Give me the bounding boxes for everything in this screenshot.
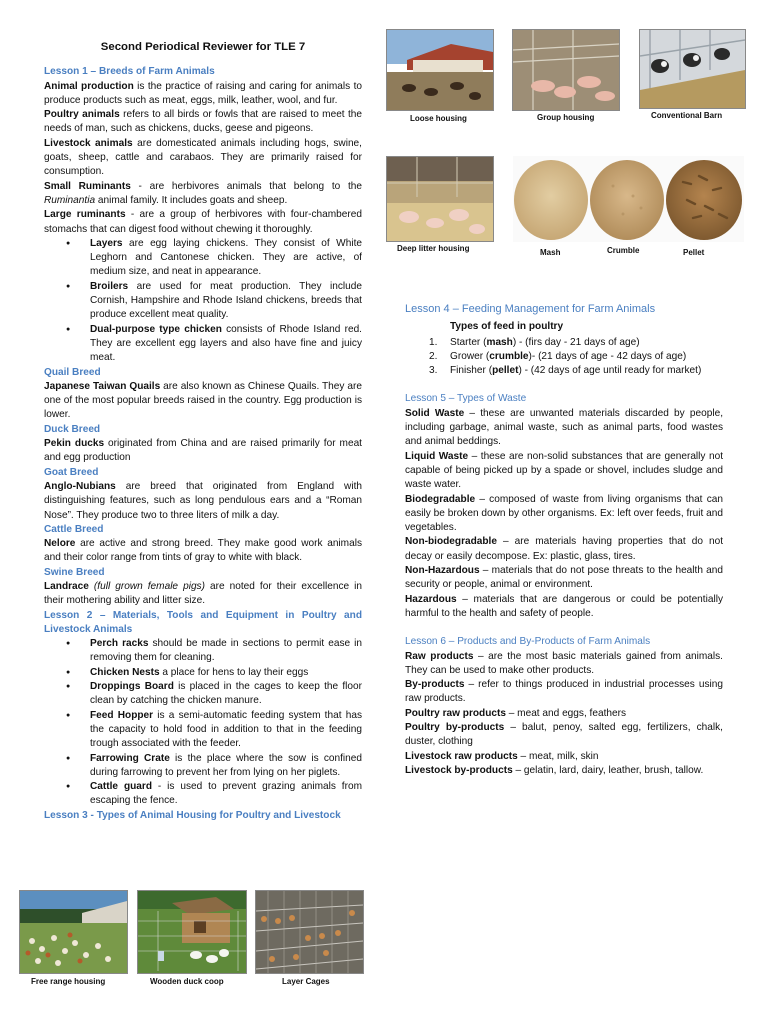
list-item: ● Cattle guard - is used to prevent grazing animals from escaping the fence.	[90, 780, 362, 809]
conventional-barn-caption: Conventional Barn	[651, 111, 723, 120]
free-range-housing-photo	[19, 890, 128, 974]
waste-item: Hazardous – materials that are dangerous or could be potentially harmful to the health and safety of people.	[405, 593, 723, 619]
pellet-caption: Pellet	[683, 248, 705, 257]
product-item: Livestock raw products – meat, milk, skin	[405, 750, 599, 762]
loose-housing-caption: Loose housing	[410, 114, 467, 123]
goat-breed-heading: Goat Breed	[44, 466, 99, 478]
quail-breed-heading: Quail Breed	[44, 366, 101, 378]
list-item: 1. Starter (mash) - (firs day - 21 days of age)	[429, 336, 640, 348]
list-item: ● Layers are egg laying chickens. They consist of White Leghorn and Cantonese chicken. They are active, of medium size, and neat in appearance.	[90, 237, 362, 280]
lesson-1-heading: Lesson 1 – Breeds of Farm Animals	[44, 66, 215, 78]
list-item: 3. Finisher (pellet) - (42 days of age until ready for market)	[429, 365, 702, 377]
wooden-duck-coop-caption: Wooden duck coop	[150, 977, 224, 986]
duck-breed-heading: Duck Breed	[44, 423, 101, 435]
group-housing-photo	[512, 29, 620, 111]
lesson-2-heading: Lesson 2 – Materials, Tools and Equipment in Poultry and Livestock Animals	[44, 609, 362, 635]
product-item: Livestock by-products – gelatin, lard, dairy, leather, brush, tallow.	[405, 764, 704, 776]
swine-paragraph: Landrace (full grown female pigs) are noted for their excellence in their mothering ability and litter size.	[44, 580, 362, 607]
waste-item: Non-Hazardous – materials that do not pose threats to the health and security or people, animal or environment.	[405, 565, 723, 591]
waste-item: Solid Waste – these are unwanted materials discarded by people, including garbage, animal waste, such as animal parts, food wastes and animal beddings.	[405, 407, 723, 448]
livestock-paragraph: Livestock animals are domesticated animals including hogs, swine, goats, sheep, cattle and carabaos. They are primarily raised for consumption.	[44, 137, 362, 178]
lesson-3-heading: Lesson 3 - Types of Animal Housing for Poultry and Livestock	[44, 809, 341, 821]
duck-paragraph: Pekin ducks originated from China and are raised primarily for meat and egg production	[44, 438, 362, 464]
term: Animal production	[44, 80, 134, 92]
wooden-duck-coop-photo	[137, 890, 247, 974]
product-item: Raw products – are the most basic materials gained from animals. They can be used to make other products.	[405, 650, 723, 676]
product-item: Poultry raw products – meat and eggs, feathers	[405, 707, 627, 719]
list-item: ● Farrowing Crate is the place where the sow is confined during farrowing to prevent her from lying on her piglets.	[90, 752, 362, 781]
chicken-types-list	[44, 237, 362, 366]
conventional-barn-photo	[639, 29, 746, 109]
deep-litter-housing-caption: Deep litter housing	[397, 244, 470, 253]
lesson-5-heading: Lesson 5 – Types of Waste	[405, 393, 527, 405]
cattle-paragraph: Nelore are active and strong breed. They make good work animals and their color range from tints of gray to white with black.	[44, 538, 362, 564]
lesson-6-heading: Lesson 6 – Products and By-Products of Farm Animals	[405, 636, 651, 648]
waste-item: Biodegradable – composed of waste from living organisms that can easily be broken down by other organisms. Ex: left over feeds, fruit and vegetables.	[405, 493, 723, 534]
product-item: By-products – refer to things produced in industrial processes using raw products.	[405, 679, 723, 705]
animal-production-paragraph: Animal production is the practice of raising and caring for animals to produce products such as meat, eggs, milk, leather, wool, and fur.	[44, 80, 362, 106]
list-item: ● Broilers are used for meat production. They include Cornish, Hampshire and Rhode Island chickens, breeds that produce excellent meat quality.	[90, 280, 362, 323]
product-item: Poultry by-products – balut, penoy, salted egg, fertilizers, chalk, duster, clothing	[405, 722, 723, 748]
crumble-caption: Crumble	[607, 246, 640, 255]
quail-paragraph: Japanese Taiwan Quails are also known as Chinese Quails. They are one of the most popular breeds raised in the country. Egg production is lower.	[44, 380, 362, 421]
group-housing-caption: Group housing	[537, 113, 595, 122]
list-item: 2. Grower (crumble)- (21 days of age - 42 days of age)	[429, 350, 687, 362]
list-item: ● Feed Hopper is a semi-automatic feeding system that has the capacity to hold food in addition to that in the feeding trough associated with the feeder.	[90, 709, 362, 752]
lesson-4-heading: Lesson 4 – Feeding Management for Farm Animals	[405, 303, 656, 315]
layer-cages-photo	[255, 890, 364, 974]
right-column	[405, 302, 723, 778]
poultry-paragraph: Poultry animals refers to all birds or fowls that are raised to meet the needs of man, such as chickens, ducks, geese and pigeons.	[44, 109, 362, 135]
waste-item: Non-biodegradable – are materials having properties that do not decay or easily decompose. Ex: plastic, glass, tires.	[405, 536, 723, 562]
document-title: Second Periodical Reviewer for TLE 7	[100, 41, 306, 53]
large-ruminants-paragraph: Large ruminants - are a group of herbivores with four-chambered stomachs that can digest food without chewing it thoroughly.	[44, 209, 363, 235]
list-item: ● Chicken Nests a place for hens to lay their eggs	[90, 666, 362, 680]
loose-housing-photo	[386, 29, 494, 111]
small-ruminants-paragraph: Small Ruminants - are herbivores animals that belong to the Ruminantia animal family. It includes goats and sheep.	[44, 180, 363, 206]
waste-item: Liquid Waste – these are non-solid substances that are generally not capable of being picked up by a spade or shovel, includes sludge and waste water.	[405, 450, 723, 491]
feed-types-photo	[513, 156, 744, 242]
free-range-housing-caption: Free range housing	[31, 977, 106, 986]
term: Small Ruminants	[44, 180, 131, 192]
list-item: ● Droppings Board is placed in the cages to keep the floor clean by catching the chicken manure.	[90, 680, 362, 709]
term: Livestock animals	[44, 137, 133, 149]
list-item: ● Perch racks should be made in sections to permit ease in removing them for cleaning.	[90, 637, 362, 666]
mash-caption: Mash	[540, 248, 561, 257]
layer-cages-caption: Layer Cages	[282, 977, 330, 986]
goat-paragraph: Anglo-Nubians are breed that originated from England with distinguishing features, such as long pendulous ears and a “Roman Nose”. They produce two to three liters of milk a day.	[44, 480, 362, 521]
feed-types-subtitle: Types of feed in poultry	[450, 321, 564, 333]
term: Large ruminants	[44, 209, 126, 221]
left-column	[44, 40, 362, 823]
equipment-list	[44, 637, 362, 809]
cattle-breed-heading: Cattle Breed	[44, 523, 104, 535]
term: Poultry animals	[44, 109, 120, 121]
swine-breed-heading: Swine Breed	[44, 566, 105, 578]
list-item: ● Dual-purpose type chicken consists of Rhode Island red. They are excellent egg layers and also have fine and juicy meat.	[90, 323, 362, 366]
feed-types-list	[405, 336, 723, 379]
deep-litter-housing-photo	[386, 156, 494, 242]
